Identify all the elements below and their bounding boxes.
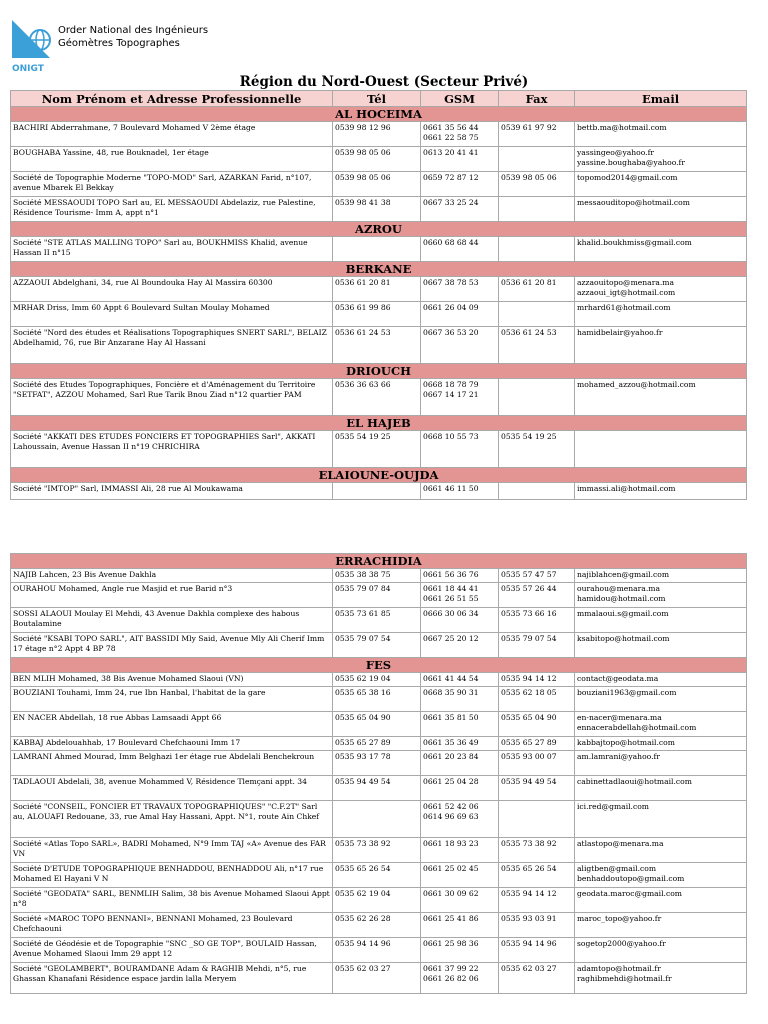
org-line2: Géomètres Topographes xyxy=(58,38,180,49)
org-line1: Order National des Ingénieurs xyxy=(58,25,209,36)
table-row xyxy=(11,633,747,658)
table-row xyxy=(11,963,747,994)
col-tel-header: Tél xyxy=(333,91,421,107)
fax-cell: 0535 65 26 54 xyxy=(499,863,575,888)
fax-cell: 0536 61 24 53 xyxy=(499,327,575,364)
name-cell: TADLAOUI Abdelali, 38, avenue Mohammed V, Résidence Tlemçani appt. 34 xyxy=(11,776,333,801)
region-name: EL HAJEB xyxy=(11,416,747,431)
table-row xyxy=(11,431,747,468)
gsm-cell: 0667 33 25 24 xyxy=(421,197,499,222)
gsm-cell: 0667 25 20 12 xyxy=(421,633,499,658)
table-row xyxy=(11,776,747,801)
table-row xyxy=(11,863,747,888)
fax-cell xyxy=(499,237,575,262)
table-row xyxy=(11,838,747,863)
region-row xyxy=(11,107,747,122)
tel-cell: 0535 94 49 54 xyxy=(333,776,421,801)
name-cell: MRHAR Driss, Imm 60 Appt 6 Boulevard Sultan Moulay Mohamed xyxy=(11,302,333,327)
header-row xyxy=(11,91,747,107)
fax-cell xyxy=(499,379,575,416)
fax-cell: 0535 93 00 07 xyxy=(499,751,575,776)
region-name: FES xyxy=(11,658,747,673)
page-break-gap xyxy=(10,534,746,552)
tel-cell: 0539 98 05 06 xyxy=(333,172,421,197)
table-row xyxy=(11,569,747,583)
email-cell[interactable]: sogetop2000@yahoo.fr xyxy=(575,938,747,963)
region-name: ELAIOUNE-OUJDA xyxy=(11,468,747,483)
tel-cell: 0535 79 07 84 xyxy=(333,583,421,608)
tel-cell xyxy=(333,237,421,262)
table-row xyxy=(11,122,747,147)
name-cell: Société "GEODATA" SARL, BENMLIH Salim, 38 bis Avenue Mohamed Slaoui Appt n°8 xyxy=(11,888,333,913)
name-cell: Société de Géodésie et de Topographie "SNC _SO GE TOP", BOULAID Hassan, Avenue Mohamed Slaoui Imm 29 appt 12 xyxy=(11,938,333,963)
name-cell: EN NACER Abdellah, 18 rue Abbas Lamsaadi Appt 66 xyxy=(11,712,333,737)
name-cell: Société D'ETUDE TOPOGRAPHIQUE BENHADDOU, BENHADDOU Ali, n°17 rue Mohamed El Hayani V N xyxy=(11,863,333,888)
table-row xyxy=(11,147,747,172)
table-row xyxy=(11,237,747,262)
table-row xyxy=(11,608,747,633)
fax-cell: 0535 54 19 25 xyxy=(499,431,575,468)
table-row xyxy=(11,379,747,416)
fax-cell xyxy=(499,197,575,222)
gsm-cell: 0661 56 36 76 xyxy=(421,569,499,583)
email-cell[interactable]: bouziani1963@gmail.com xyxy=(575,687,747,712)
email-cell[interactable]: aligtben@gmail.com benhaddoutopo@gmail.com xyxy=(575,863,747,888)
fax-cell: 0535 94 14 12 xyxy=(499,673,575,687)
gsm-cell: 0613 20 41 41 xyxy=(421,147,499,172)
table-row xyxy=(11,277,747,302)
fax-cell: 0539 61 97 92 xyxy=(499,122,575,147)
email-cell[interactable]: ksabitopo@hotmail.com xyxy=(575,633,747,658)
tel-cell: 0535 93 17 78 xyxy=(333,751,421,776)
fax-cell: 0535 57 26 44 xyxy=(499,583,575,608)
table-row xyxy=(11,483,747,500)
tel-cell xyxy=(333,483,421,500)
gsm-cell: 0667 38 78 53 xyxy=(421,277,499,302)
name-cell: Société "Nord des études et Réalisations Topographiques SNERT SARL", BELAIZ Abdelhamid, 76, rue Bir Anzarane Hay Al Hassani xyxy=(11,327,333,364)
tel-cell: 0535 38 38 75 xyxy=(333,569,421,583)
name-cell: LAMRANI Ahmed Mourad, Imm Belghazi 1er étage rue Abdelali Benchekroun xyxy=(11,751,333,776)
name-cell: AZZAOUI Abdelghani, 34, rue Al Boundouka Hay Al Massira 60300 xyxy=(11,277,333,302)
gsm-cell: 0661 18 44 41 0661 26 51 55 xyxy=(421,583,499,608)
table-row xyxy=(11,172,747,197)
email-cell[interactable] xyxy=(575,431,747,468)
name-cell: BOUGHABA Yassine, 48, rue Bouknadel, 1er étage xyxy=(11,147,333,172)
logo-text: ONIGT xyxy=(12,64,44,74)
page-title: Région du Nord-Ouest (Secteur Privé) xyxy=(239,74,529,90)
gsm-cell: 0660 68 68 44 xyxy=(421,237,499,262)
region-name: DRIOUCH xyxy=(11,364,747,379)
email-cell[interactable]: maroc_topo@yahoo.fr xyxy=(575,913,747,938)
fax-cell: 0536 61 20 81 xyxy=(499,277,575,302)
fax-cell xyxy=(499,801,575,838)
region-row xyxy=(11,554,747,569)
table-row xyxy=(11,687,747,712)
email-cell[interactable]: en-nacer@menara.ma ennacerabdellah@hotmail.com xyxy=(575,712,747,737)
tel-cell: 0536 36 63 66 xyxy=(333,379,421,416)
name-cell: BEN MLIH Mohamed, 38 Bis Avenue Mohamed Slaoui (VN) xyxy=(11,673,333,687)
table-row xyxy=(11,583,747,608)
name-cell: Société «Atlas Topo SARL», BADRI Mohamed, N°9 Imm TAJ «A» Avenue des FAR VN xyxy=(11,838,333,863)
email-cell[interactable]: kabbajtopo@hotmail.com xyxy=(575,737,747,751)
gsm-cell: 0661 26 04 09 xyxy=(421,302,499,327)
tel-cell: 0535 62 19 04 xyxy=(333,888,421,913)
fax-cell xyxy=(499,483,575,500)
email-cell[interactable]: messaouditopo@hotmail.com xyxy=(575,197,747,222)
tel-cell: 0536 61 24 53 xyxy=(333,327,421,364)
gsm-cell: 0668 10 55 73 xyxy=(421,431,499,468)
table-row xyxy=(11,913,747,938)
table-row xyxy=(11,327,747,364)
gsm-cell: 0661 46 11 50 xyxy=(421,483,499,500)
email-cell[interactable]: cabinettadlaoui@hotmail.com xyxy=(575,776,747,801)
fax-cell xyxy=(499,302,575,327)
name-cell: KABBAJ Abdelouahhab, 17 Boulevard Chefchaouni Imm 17 xyxy=(11,737,333,751)
region-row xyxy=(11,416,747,431)
name-cell: NAJIB Lahcen, 23 Bis Avenue Dakhla xyxy=(11,569,333,583)
email-cell[interactable]: adamtopo@hotmail.fr raghibmehdi@hotmail.fr xyxy=(575,963,747,994)
table-row xyxy=(11,302,747,327)
fax-cell: 0535 65 27 89 xyxy=(499,737,575,751)
region-name: AZROU xyxy=(11,222,747,237)
region-row xyxy=(11,468,747,483)
fax-cell xyxy=(499,147,575,172)
fax-cell: 0539 98 05 06 xyxy=(499,172,575,197)
fax-cell: 0535 94 49 54 xyxy=(499,776,575,801)
tel-cell: 0535 54 19 25 xyxy=(333,431,421,468)
email-cell[interactable]: azzaouitopo@menara.ma azzaoui_igt@hotmail.com xyxy=(575,277,747,302)
table-row xyxy=(11,751,747,776)
gsm-cell: 0661 18 93 23 xyxy=(421,838,499,863)
email-cell[interactable]: bettb.ma@hotmail.com xyxy=(575,122,747,147)
table-row xyxy=(11,801,747,838)
tel-cell: 0536 61 99 86 xyxy=(333,302,421,327)
onigt-logo xyxy=(10,18,56,74)
tel-cell: 0535 79 07 54 xyxy=(333,633,421,658)
email-cell[interactable]: mrhard61@hotmail.com xyxy=(575,302,747,327)
directory-table-2 xyxy=(10,553,747,994)
directory-table-1 xyxy=(10,90,747,500)
fax-cell: 0535 57 47 57 xyxy=(499,569,575,583)
tel-cell xyxy=(333,801,421,838)
fax-cell: 0535 62 03 27 xyxy=(499,963,575,994)
tel-cell: 0535 65 27 89 xyxy=(333,737,421,751)
col-fax-header: Fax xyxy=(499,91,575,107)
email-cell[interactable]: contact@geodata.ma xyxy=(575,673,747,687)
name-cell: Société "GEOLAMBERT", BOURAMDANE Adam & RAGHIB Mehdi, n°5, rue Ghassan Khanafani Résidence espace jardin lalla Meryem xyxy=(11,963,333,994)
tel-cell: 0535 65 04 90 xyxy=(333,712,421,737)
col-email-header: Email xyxy=(575,91,747,107)
table-row xyxy=(11,938,747,963)
email-cell[interactable]: khalid.boukhmiss@gmail.com xyxy=(575,237,747,262)
name-cell: BOUZIANI Touhami, Imm 24, rue Ibn Hanbal, l'habitat de la gare xyxy=(11,687,333,712)
name-cell: Société "AKKATI DES ETUDES FONCIERS ET TOPOGRAPHIES Sarl", AKKATI Lahoussain, Avenue Hassan II n°19 CHRICHIRA xyxy=(11,431,333,468)
gsm-cell: 0668 35 90 31 xyxy=(421,687,499,712)
tel-cell: 0535 94 14 96 xyxy=(333,938,421,963)
region-row xyxy=(11,364,747,379)
email-cell[interactable]: mmalaoui.s@gmail.com xyxy=(575,608,747,633)
name-cell: Société "CONSEIL, FONCIER ET TRAVAUX TOPOGRAPHIQUES" "C.F.2T" Sarl au, ALOUAFI Redouane, 33, rue Amal Hay Hassani, Appt. N°1, route Ain Chkef xyxy=(11,801,333,838)
gsm-cell: 0661 35 56 44 0661 22 58 75 xyxy=(421,122,499,147)
gsm-cell: 0667 36 53 20 xyxy=(421,327,499,364)
gsm-cell: 0661 25 41 86 xyxy=(421,913,499,938)
tel-cell: 0535 73 38 92 xyxy=(333,838,421,863)
tel-cell: 0536 61 20 81 xyxy=(333,277,421,302)
tel-cell: 0539 98 41 38 xyxy=(333,197,421,222)
col-gsm-header: GSM xyxy=(421,91,499,107)
name-cell: Société "IMTOP" Sarl, IMMASSI Ali, 28 rue Al Moukawama xyxy=(11,483,333,500)
fax-cell: 0535 65 04 90 xyxy=(499,712,575,737)
gsm-cell: 0661 25 02 45 xyxy=(421,863,499,888)
name-cell: Société des Etudes Topographiques, Foncière et d'Aménagement du Territoire "SETFAT", AZZOU Mohamed, Sarl Rue Tarik Bnou Ziad n°12 quartier PAM xyxy=(11,379,333,416)
gsm-cell: 0661 20 23 84 xyxy=(421,751,499,776)
fax-cell: 0535 94 14 96 xyxy=(499,938,575,963)
fax-cell: 0535 79 07 54 xyxy=(499,633,575,658)
email-cell[interactable]: am.lamrani@yahoo.fr xyxy=(575,751,747,776)
gsm-cell: 0661 35 36 49 xyxy=(421,737,499,751)
gsm-cell: 0661 30 09 62 xyxy=(421,888,499,913)
tel-cell: 0535 65 26 54 xyxy=(333,863,421,888)
gsm-cell: 0661 35 81 50 xyxy=(421,712,499,737)
table-row xyxy=(11,737,747,751)
gsm-cell: 0661 37 99 22 0661 26 82 06 xyxy=(421,963,499,994)
region-name: ERRACHIDIA xyxy=(11,554,747,569)
email-cell[interactable]: yassingeo@yahoo.fr yassine.boughaba@yahoo.fr xyxy=(575,147,747,172)
region-row xyxy=(11,658,747,673)
gsm-cell: 0661 25 98 36 xyxy=(421,938,499,963)
table-row xyxy=(11,888,747,913)
name-cell: BACHIRI Abderrahmane, 7 Boulevard Mohamed V 2ème étage xyxy=(11,122,333,147)
fax-cell: 0535 62 18 05 xyxy=(499,687,575,712)
tel-cell: 0539 98 05 06 xyxy=(333,147,421,172)
tel-cell: 0539 98 12 96 xyxy=(333,122,421,147)
region-name: BERKANE xyxy=(11,262,747,277)
table-row xyxy=(11,197,747,222)
email-cell[interactable]: ourahou@menara.ma hamidou@hotmail.com xyxy=(575,583,747,608)
col-name-header: Nom Prénom et Adresse Professionnelle xyxy=(11,91,333,107)
email-cell[interactable]: topomod2014@gmail.com xyxy=(575,172,747,197)
tel-cell: 0535 73 61 85 xyxy=(333,608,421,633)
gsm-cell: 0661 52 42 06 0614 96 69 63 xyxy=(421,801,499,838)
name-cell: Société "STE ATLAS MALLING TOPO" Sarl au, BOUKHMISS Khalid, avenue Hassan II n°15 xyxy=(11,237,333,262)
gsm-cell: 0661 41 44 54 xyxy=(421,673,499,687)
tel-cell: 0535 62 26 28 xyxy=(333,913,421,938)
name-cell: Société MESSAOUDI TOPO Sarl au, EL MESSAOUDI Abdelaziz, rue Palestine, Résidence Tourisme- Imm A, appt n°1 xyxy=(11,197,333,222)
region-name: AL HOCEIMA xyxy=(11,107,747,122)
name-cell: Société "KSABI TOPO SARL", AIT BASSIDI Mly Said, Avenue Mly Ali Cherif Imm 17 étage n°2 Appt 4 BP 78 xyxy=(11,633,333,658)
fax-cell: 0535 94 14 12 xyxy=(499,888,575,913)
name-cell: OURAHOU Mohamed, Angle rue Masjid et rue Barid n°3 xyxy=(11,583,333,608)
tel-cell: 0535 62 19 04 xyxy=(333,673,421,687)
fax-cell: 0535 73 66 16 xyxy=(499,608,575,633)
name-cell: Société de Topographie Moderne "TOPO-MOD" Sarl, AZARKAN Farid, n°107, avenue Mbarek El Bekkay xyxy=(11,172,333,197)
tel-cell: 0535 65 38 16 xyxy=(333,687,421,712)
email-cell[interactable]: hamidbelair@yahoo.fr xyxy=(575,327,747,364)
table-row xyxy=(11,712,747,737)
name-cell: SOSSI ALAOUI Moulay El Mehdi, 43 Avenue Dakhla complexe des habous Boutalamine xyxy=(11,608,333,633)
region-row xyxy=(11,222,747,237)
name-cell: Société «MAROC TOPO BENNANI», BENNANI Mohamed, 23 Boulevard Chefchaouni xyxy=(11,913,333,938)
table-row xyxy=(11,673,747,687)
email-cell[interactable]: atlastopo@menara.ma xyxy=(575,838,747,863)
email-cell[interactable]: immassi.ali@hotmail.com xyxy=(575,483,747,500)
region-row xyxy=(11,262,747,277)
fax-cell: 0535 73 38 92 xyxy=(499,838,575,863)
tel-cell: 0535 62 03 27 xyxy=(333,963,421,994)
gsm-cell: 0659 72 87 12 xyxy=(421,172,499,197)
gsm-cell: 0661 25 04 28 xyxy=(421,776,499,801)
org-name xyxy=(58,24,208,50)
email-cell[interactable]: geodata.maroc@gmail.com xyxy=(575,888,747,913)
email-cell[interactable]: ici.red@gmail.com xyxy=(575,801,747,838)
fax-cell: 0535 93 03 91 xyxy=(499,913,575,938)
email-cell[interactable]: najiblahcen@gmail.com xyxy=(575,569,747,583)
gsm-cell: 0668 18 78 79 0667 14 17 21 xyxy=(421,379,499,416)
email-cell[interactable]: mohamed_azzou@hotmail.com xyxy=(575,379,747,416)
gsm-cell: 0666 30 06 34 xyxy=(421,608,499,633)
